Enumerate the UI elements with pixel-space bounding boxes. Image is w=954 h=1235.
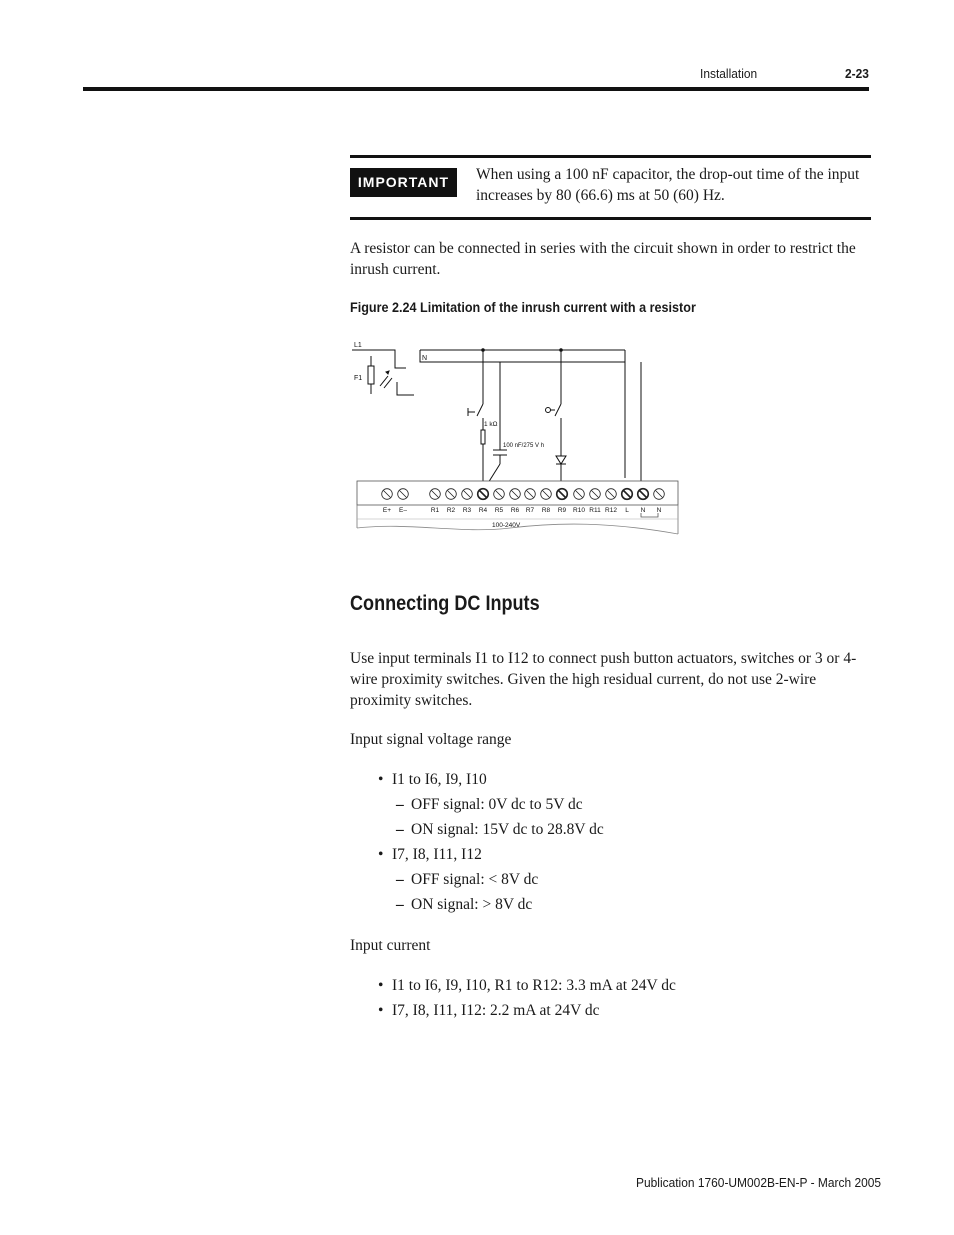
list-item: • I7, I8, I11, I12: 2.2 mA at 24V dc <box>378 998 868 1023</box>
sub-list-item: – ON signal: > 8V dc <box>396 896 533 913</box>
label-n: N <box>422 355 428 362</box>
important-label: IMPORTANT <box>350 168 457 197</box>
important-box-bottom-rule <box>350 217 871 220</box>
terminal-label: R1 <box>430 507 440 514</box>
terminal-label: R11 <box>589 507 601 514</box>
list-item: • I1 to I6, I9, I10, R1 to R12: 3.3 mA at 24V dc <box>378 973 868 998</box>
running-header-section: Installation <box>700 66 758 81</box>
terminal-label: L <box>625 507 629 514</box>
important-box-top-rule <box>350 155 871 158</box>
label-l1: L1 <box>354 342 362 349</box>
page-number: 2-23 <box>845 66 869 81</box>
section-heading: Connecting DC Inputs <box>350 592 540 615</box>
list-item: • I1 to I6, I9, I10 <box>378 767 868 792</box>
list-item: • I7, I8, I11, I12 <box>378 842 868 867</box>
terminal-label: N <box>656 507 662 514</box>
paragraph-dc-inputs: Use input terminals I1 to I12 to connect push button actuators, switches or 3 or 4-wire proximity switches. Given the high residual current, do not use 2-wire proximity switches. <box>350 650 857 709</box>
terminal-label: R12 <box>605 507 617 514</box>
terminal-label: R9 <box>557 507 567 514</box>
terminal-label: E– <box>399 507 407 514</box>
sub-list-item: – OFF signal: 0V dc to 5V dc <box>396 796 583 813</box>
label-voltage: 100-240V <box>492 522 521 529</box>
label-capacitor: 100 nF/275 V h <box>503 443 545 449</box>
terminal-label: R4 <box>478 507 488 514</box>
sub-list-item: – ON signal: 15V dc to 28.8V dc <box>396 821 604 838</box>
terminal-label: R2 <box>446 507 456 514</box>
header-rule <box>83 87 869 91</box>
sub-list-item: – OFF signal: < 8V dc <box>396 871 539 888</box>
terminal-label: R6 <box>510 507 520 514</box>
paragraph-resistor: A resistor can be connected in series with the circuit shown in order to restrict the inrush current. <box>350 240 856 278</box>
input-current-list <box>378 973 868 1023</box>
wiring-diagram <box>350 336 680 536</box>
figure-caption: Figure 2.24 Limitation of the inrush current with a resistor <box>350 299 696 315</box>
input-voltage-list <box>378 767 868 917</box>
terminal-label: R10 <box>573 507 585 514</box>
terminal-labels <box>383 507 662 514</box>
input-voltage-label: Input signal voltage range <box>350 731 512 748</box>
terminal-label: N <box>640 507 646 514</box>
label-f1: F1 <box>354 375 363 382</box>
terminal-label: R3 <box>462 507 472 514</box>
terminal-label: E+ <box>382 507 392 514</box>
terminal-label: R8 <box>541 507 551 514</box>
input-current-label: Input current <box>350 937 431 954</box>
terminal-label: R5 <box>494 507 504 514</box>
publication-footer: Publication 1760-UM002B-EN-P - March 2005 <box>636 1175 882 1190</box>
label-resistor: 1 kΩ <box>484 421 498 428</box>
terminal-label: R7 <box>525 507 535 514</box>
important-text: When using a 100 nF capacitor, the drop-out time of the input increases by 80 (66.6) ms at 50 (60) Hz. <box>476 166 860 204</box>
